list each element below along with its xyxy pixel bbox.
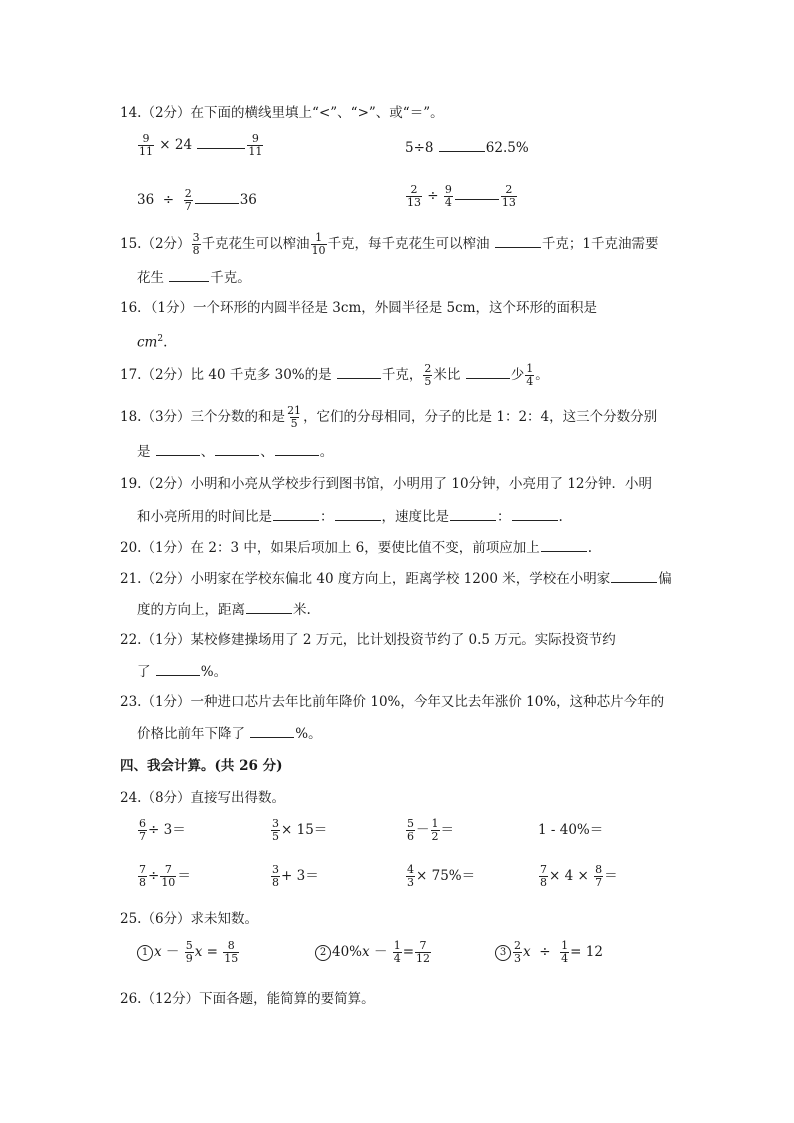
q25-equation: 3 $\frac{2}{3}$ x ÷ $\frac{1}{4}$ = 12: [495, 940, 603, 965]
q25-text: 25.（6分）求未知数。: [120, 911, 259, 927]
q20: 20.（1分）在 2：3 中，如果后项加上 6，要使比值不变，前项应加上 .: [120, 537, 592, 558]
q23-line2: 价格比前年下降了 %。: [137, 723, 322, 744]
q15-line1: 15.（2分） $\frac{3}{8}$ 千克花生可以榨油 $\frac{1}{10}$ 千克，每千克花生可以榨油 千克；1千克油需要: [120, 231, 659, 257]
answer-blank[interactable]: [455, 185, 499, 200]
section-heading: 四、我会计算。(共 26 分): [120, 758, 283, 774]
q24-text: 24.（8分）直接写出得数。: [120, 790, 286, 806]
q21-line2: 度的方向上，距离 米.: [137, 599, 311, 620]
answer-blank[interactable]: [246, 599, 292, 614]
q14-compare-d: $\frac{2}{13}$ ÷ $\frac{9}{4}$ $\frac{2}{13}$: [407, 183, 516, 209]
answer-blank[interactable]: [541, 537, 587, 552]
q24-item: $\frac{7}{8}$ ÷ $\frac{7}{10}$ ＝: [139, 863, 191, 889]
q24-item: $\frac{3}{5}$ × 15＝: [272, 817, 328, 843]
answer-blank[interactable]: [197, 134, 245, 149]
q17: 17.（2分）比 40 千克多 30%的是 千克， $\frac{2}{5}$ 米比 少 $\frac{1}{4}$ 。: [120, 362, 549, 388]
q25-equation: 2 40%x － $\frac{1}{4}$ = $\frac{7}{12}$: [315, 940, 432, 965]
answer-blank[interactable]: [512, 506, 558, 521]
q14-text: 14.（2分）在下面的横线里填上“<”、“>”、或“＝”。: [120, 105, 444, 121]
q14-compare-a: $\frac{9}{11}$ × 24 $\frac{9}{11}$: [139, 132, 263, 158]
answer-blank[interactable]: [250, 723, 294, 738]
q24-item: 1 - 40%＝: [538, 822, 604, 838]
answer-blank[interactable]: [495, 233, 541, 248]
q18-line1: 18.（3分）三个分数的和是 $\frac{21}{5}$ ，它们的分母相同，分子的比是 1：2：4，这三个分数分别: [120, 404, 658, 430]
answer-blank[interactable]: [195, 189, 239, 204]
q18-line2: 是 、 、 。: [137, 441, 333, 462]
q14-compare-b: 5÷8 62.5%: [405, 137, 529, 158]
q24-item: $\frac{7}{8}$ × 4 × $\frac{8}{7}$ ＝: [540, 863, 618, 889]
q21-line1: 21.（2分）小明家在学校东偏北 40 度方向上，距离学校 1200 米，学校在小明家 偏: [120, 568, 672, 589]
answer-blank[interactable]: [611, 568, 657, 583]
q16-line2: $cm^2$.: [137, 334, 168, 351]
answer-blank[interactable]: [439, 137, 485, 152]
answer-blank[interactable]: [466, 364, 510, 379]
q19-line2: 和小亮所用的时间比是 ： ，速度比是 ： .: [137, 506, 563, 527]
answer-blank[interactable]: [215, 441, 259, 456]
q24-item: $\frac{6}{7}$ ÷ 3＝: [139, 817, 186, 843]
answer-blank[interactable]: [335, 506, 381, 521]
answer-blank[interactable]: [169, 267, 209, 282]
answer-blank[interactable]: [156, 661, 200, 676]
q26-text: 26.（12分）下面各题，能简算的要简算。: [120, 991, 375, 1007]
q24-item: $\frac{5}{6}$ － $\frac{1}{2}$ ＝: [407, 817, 454, 843]
q22-line2: 了 %。: [137, 661, 227, 682]
q16-line1: 16．（1分）一个环形的内圆半径是 3cm，外圆半径是 5cm，这个环形的面积是: [120, 300, 598, 316]
q15-line2: 花生 千克。: [137, 267, 251, 288]
q24-item: $\frac{4}{3}$ × 75%＝: [407, 863, 476, 889]
answer-blank[interactable]: [337, 364, 381, 379]
answer-blank[interactable]: [275, 441, 319, 456]
answer-blank[interactable]: [156, 441, 200, 456]
q23-line1: 23.（1分）一种进口芯片去年比前年降价 10%，今年又比去年涨价 10%，这种芯片今年的: [120, 694, 665, 710]
q25-equation: 1 x － $\frac{5}{9}$ x = $\frac{8}{15}$: [137, 940, 240, 965]
q14-compare-c: 36 ÷ $\frac{2}{7}$ 36: [137, 187, 257, 213]
answer-blank[interactable]: [273, 506, 319, 521]
q19-line1: 19.（2分）小明和小亮从学校步行到图书馆，小明用了 10分钟，小亮用了 12分钟．小明: [120, 476, 652, 492]
answer-blank[interactable]: [450, 506, 496, 521]
q22-line1: 22.（1分）某校修建操场用了 2 万元，比计划投资节约了 0.5 万元。实际投资节约: [120, 632, 616, 648]
q24-item: $\frac{3}{8}$ + 3＝: [272, 863, 319, 889]
